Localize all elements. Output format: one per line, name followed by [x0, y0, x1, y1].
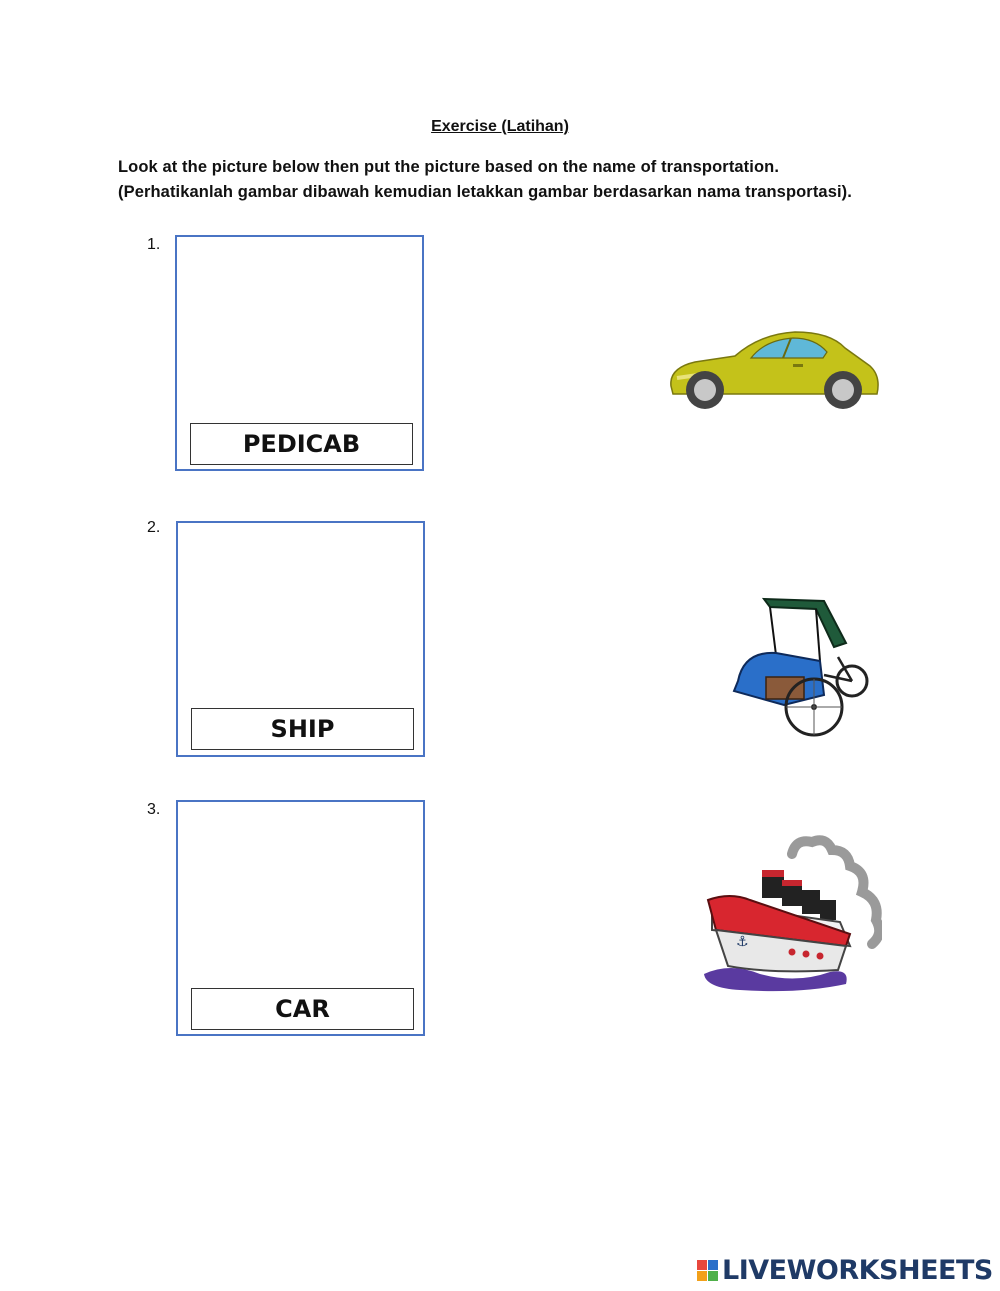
label-box-3: CAR [191, 988, 414, 1030]
car-illustration [665, 328, 883, 413]
car-picture[interactable] [665, 328, 883, 413]
item-number-1: 1. [147, 236, 161, 253]
logo-blocks-icon [697, 1260, 718, 1281]
exercise-title: Exercise (Latihan) [431, 118, 569, 135]
ship-illustration [700, 834, 882, 994]
drop-zone-2[interactable] [176, 521, 425, 757]
instruction-english: Look at the picture below then put the picture based on the name of transportation. [118, 158, 780, 176]
liveworksheets-logo [697, 1252, 993, 1288]
instruction-malay: (Perhatikanlah gambar dibawah kemudian letakkan gambar berdasarkan nama transportasi). [118, 183, 852, 201]
label-box-1: PEDICAB [190, 423, 413, 465]
ship-picture[interactable] [700, 834, 882, 994]
label-box-2: SHIP [191, 708, 414, 750]
pedicab-picture[interactable] [724, 595, 870, 743]
drop-zone-1[interactable] [175, 235, 424, 471]
logo-text: LIVEWORKSHEETS [722, 1254, 993, 1286]
item-number-2: 2. [147, 519, 161, 536]
item-number-3: 3. [147, 801, 161, 818]
pedicab-illustration [724, 595, 870, 743]
drop-zone-3[interactable] [176, 800, 425, 1036]
svg-text:⚓: ⚓ [736, 934, 749, 950]
